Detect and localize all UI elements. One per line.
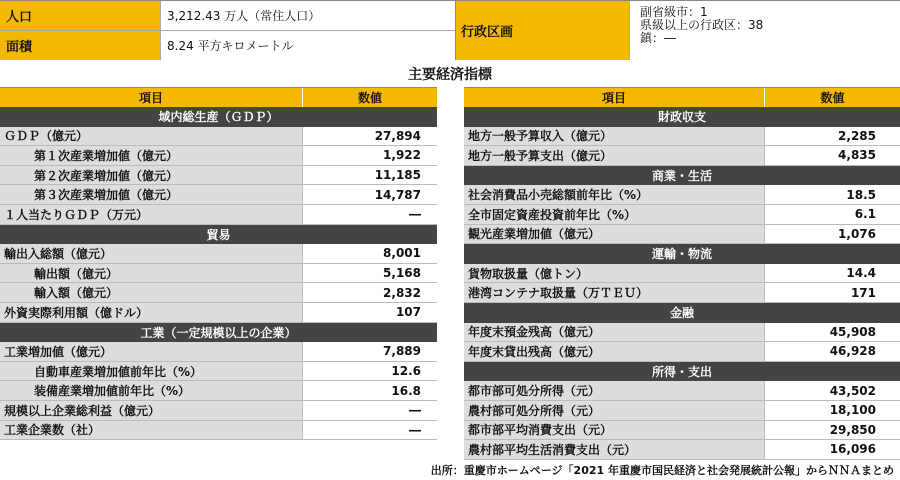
table-row: [464, 205, 900, 225]
section-title: 主要経済指標: [408, 67, 492, 83]
header-item: 項目: [138, 91, 163, 105]
admin-line: 副省級市：1: [640, 5, 708, 19]
table-row: [0, 166, 437, 186]
indicator-name: 第１次産業増加値（億元）: [0, 146, 302, 165]
indicator-name: 年度末貸出残高（億元）: [464, 342, 764, 361]
indicator-value: 107: [302, 303, 437, 322]
table-header: [0, 88, 437, 107]
indicator-value: 18,100: [764, 401, 900, 420]
area-label: 面積: [0, 30, 160, 60]
divider: [0, 30, 455, 31]
indicator-value: 14,787: [302, 185, 437, 204]
indicator-name: 第２次産業増加値（億元）: [0, 166, 302, 185]
indicator-value: 6.1: [764, 205, 900, 224]
admin-divisions: [629, 1, 900, 60]
indicator-name: ＧＤＰ（億元）: [0, 127, 302, 146]
indicator-name: 地方一般予算収入（億元）: [464, 127, 764, 146]
indicator-name: 工業増加値（億元）: [0, 342, 302, 361]
indicator-value: 27,894: [302, 127, 437, 146]
table-row: [464, 342, 900, 362]
indicator-name: 規模以上企業総利益（億元）: [0, 401, 302, 420]
category-header: 工業（一定規模以上の企業）: [0, 323, 437, 343]
admin-label: 行政区画: [455, 1, 629, 60]
indicator-value: 45,908: [764, 323, 900, 342]
admin-line: 鎮：―: [640, 31, 677, 45]
category-header: 商業・生活: [464, 166, 900, 186]
divider: [455, 1, 456, 60]
indicator-value: 7,889: [302, 342, 437, 361]
table-row: [464, 381, 900, 401]
table-row: [0, 127, 437, 147]
indicator-value: 16.8: [302, 381, 437, 400]
table-row: [464, 127, 900, 147]
indicator-value: 171: [764, 283, 900, 302]
category-header: 運輸・物流: [464, 244, 900, 264]
indicator-name: 全市固定資産投資前年比（%）: [464, 205, 764, 224]
indicator-name: 地方一般予算支出（億元）: [464, 146, 764, 165]
indicator-name: 輸出額（億元）: [0, 264, 302, 283]
indicator-value: 29,850: [764, 421, 900, 440]
table-row: [0, 401, 437, 421]
category-header: 金融: [464, 303, 900, 323]
table-header: [464, 88, 900, 107]
table-row: [0, 362, 437, 382]
indicator-name: 港湾コンテナ取扱量（万ＴＥＵ）: [464, 283, 764, 302]
indicator-value: 4,835: [764, 146, 900, 165]
table-row: [0, 146, 437, 166]
indicator-name: 輸出入総額（億元）: [0, 244, 302, 263]
table-row: [464, 283, 900, 303]
table-row: [464, 421, 900, 441]
category-header: 域内総生産（ＧＤＰ）: [0, 107, 437, 127]
category-header: 所得・支出: [464, 362, 900, 382]
population-label: 人口: [0, 1, 160, 30]
table-row: [464, 225, 900, 245]
right-indicator-table: [464, 87, 900, 460]
indicator-value: ―: [302, 205, 437, 224]
indicator-value: 43,502: [764, 381, 900, 400]
indicator-value: 18.5: [764, 185, 900, 204]
indicator-name: 社会消費品小売総額前年比（%）: [464, 185, 764, 204]
indicator-value: 1,076: [764, 225, 900, 244]
indicator-name: 都市部平均消費支出（元）: [464, 421, 764, 440]
indicator-name: 農村部可処分所得（元）: [464, 401, 764, 420]
source-note: 出所：重慶市ホームページ「2021 年重慶市国民経済と社会発展統計公報」からＮＮＡまとめ: [430, 464, 894, 477]
indicator-value: 1,922: [302, 146, 437, 165]
indicator-value: 12.6: [302, 362, 437, 381]
indicator-value: 11,185: [302, 166, 437, 185]
header-value: 数値: [302, 88, 437, 107]
category-header: 貿易: [0, 225, 437, 245]
table-row: [464, 264, 900, 284]
indicator-value: 46,928: [764, 342, 900, 361]
table-row: [0, 264, 437, 284]
table-row: [0, 283, 437, 303]
table-row: [464, 146, 900, 166]
table-row: [0, 205, 437, 225]
header-item: 項目: [601, 91, 626, 105]
category-header: 財政収支: [464, 107, 900, 127]
indicator-value: ―: [302, 401, 437, 420]
table-row: [464, 185, 900, 205]
indicator-name: 観光産業増加値（億元）: [464, 225, 764, 244]
indicator-value: 8,001: [302, 244, 437, 263]
indicator-name: 年度末預金残高（億元）: [464, 323, 764, 342]
admin-line: 県級以上の行政区：38: [640, 18, 764, 32]
indicator-name: 都市部可処分所得（元）: [464, 381, 764, 400]
indicator-name: 工業企業数（社）: [0, 421, 302, 440]
indicator-value: 16,096: [764, 440, 900, 459]
overview-table: [0, 0, 900, 60]
indicator-name: 第３次産業増加値（億元）: [0, 185, 302, 204]
indicator-name: 輸入額（億元）: [0, 283, 302, 302]
indicator-name: 外資実際利用額（億ドル）: [0, 303, 302, 322]
indicator-value: 14.4: [764, 264, 900, 283]
indicator-name: 自動車産業増加値前年比（%）: [0, 362, 302, 381]
table-row: [0, 185, 437, 205]
left-indicator-table: [0, 87, 437, 440]
header-value: 数値: [764, 88, 900, 107]
area-value: 8.24 平方キロメートル: [160, 30, 455, 60]
table-row: [0, 381, 437, 401]
table-row: [0, 244, 437, 264]
table-row: [0, 421, 437, 441]
table-row: [464, 401, 900, 421]
indicator-value: ―: [302, 421, 437, 440]
indicator-value: 5,168: [302, 264, 437, 283]
indicator-name: １人当たりＧＤＰ（万元）: [0, 205, 302, 224]
table-row: [0, 342, 437, 362]
table-row: [0, 303, 437, 323]
table-row: [464, 323, 900, 343]
indicator-value: 2,285: [764, 127, 900, 146]
population-value: 3,212.43 万人（常住人口）: [160, 1, 455, 30]
table-row: [464, 440, 900, 460]
indicator-value: 2,832: [302, 283, 437, 302]
indicator-name: 装備産業増加値前年比（%）: [0, 381, 302, 400]
indicator-name: 農村部平均生活消費支出（元）: [464, 440, 764, 459]
indicator-name: 貨物取扱量（億トン）: [464, 264, 764, 283]
